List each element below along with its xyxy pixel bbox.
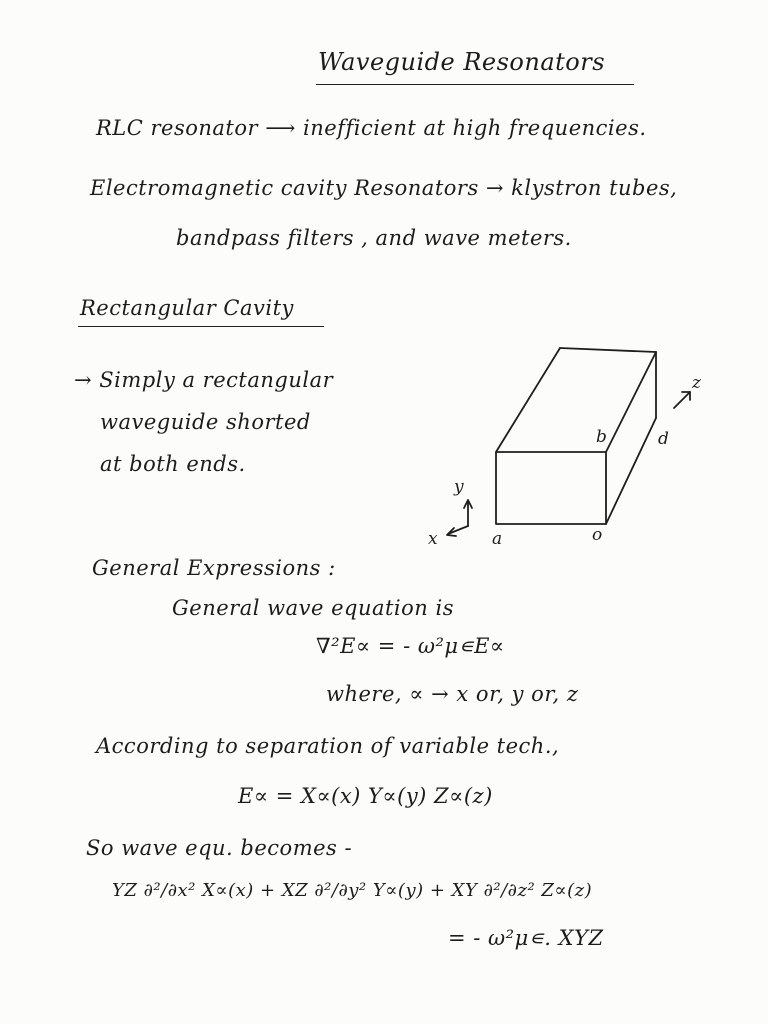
rectangular-cavity-figure: [420, 330, 720, 550]
separation-intro: According to separation of variable tech.,: [96, 734, 560, 758]
section-heading: Rectangular Cavity: [80, 296, 294, 320]
label-b: b: [596, 427, 607, 447]
label-y: y: [454, 477, 464, 497]
label-d: d: [658, 429, 669, 449]
cavity-front-face: [496, 452, 606, 524]
wave-equation-becomes: So wave equ. becomes -: [86, 836, 353, 860]
expanded-equation-line-1: YZ ∂²/∂x² X∝(x) + XZ ∂²/∂y² Y∝(y) + XY ∂²/∂z² Z∝(z): [112, 880, 593, 901]
alpha-definition: where, ∝ → x or, y or, z: [326, 682, 579, 706]
label-z: z: [692, 373, 701, 393]
intro-line-1: RLC resonator ⟶ inefficient at high frequencies.: [96, 116, 647, 140]
general-heading: General Expressions :: [92, 556, 336, 580]
title-underline: [316, 84, 634, 85]
label-o: o: [592, 525, 603, 545]
wave-equation-intro: General wave equation is: [172, 596, 454, 620]
description-line-2: waveguide shorted: [100, 410, 311, 434]
page-title: Waveguide Resonators: [318, 48, 606, 76]
cavity-bottom-right-edge: [606, 418, 656, 524]
section-heading-underline: [78, 326, 324, 327]
cavity-top-right-edge: [606, 352, 656, 452]
expanded-equation-line-2: = - ω²μ∊. XYZ: [448, 926, 604, 950]
cavity-top-back-edge: [560, 348, 656, 352]
z-axis-arrow: [674, 392, 690, 408]
wave-equation: ∇²E∝ = - ω²μ∊E∝: [316, 634, 505, 658]
label-a: a: [492, 529, 503, 549]
description-line-3: at both ends.: [100, 452, 246, 476]
description-line-1: → Simply a rectangular: [74, 368, 334, 392]
intro-line-2: Electromagnetic cavity Resonators → klystron tubes,: [90, 176, 678, 200]
cavity-top-left-edge: [496, 348, 560, 452]
label-x: x: [428, 529, 438, 549]
intro-line-3: bandpass filters , and wave meters.: [176, 226, 572, 250]
separation-equation: E∝ = X∝(x) Y∝(y) Z∝(z): [238, 784, 493, 808]
